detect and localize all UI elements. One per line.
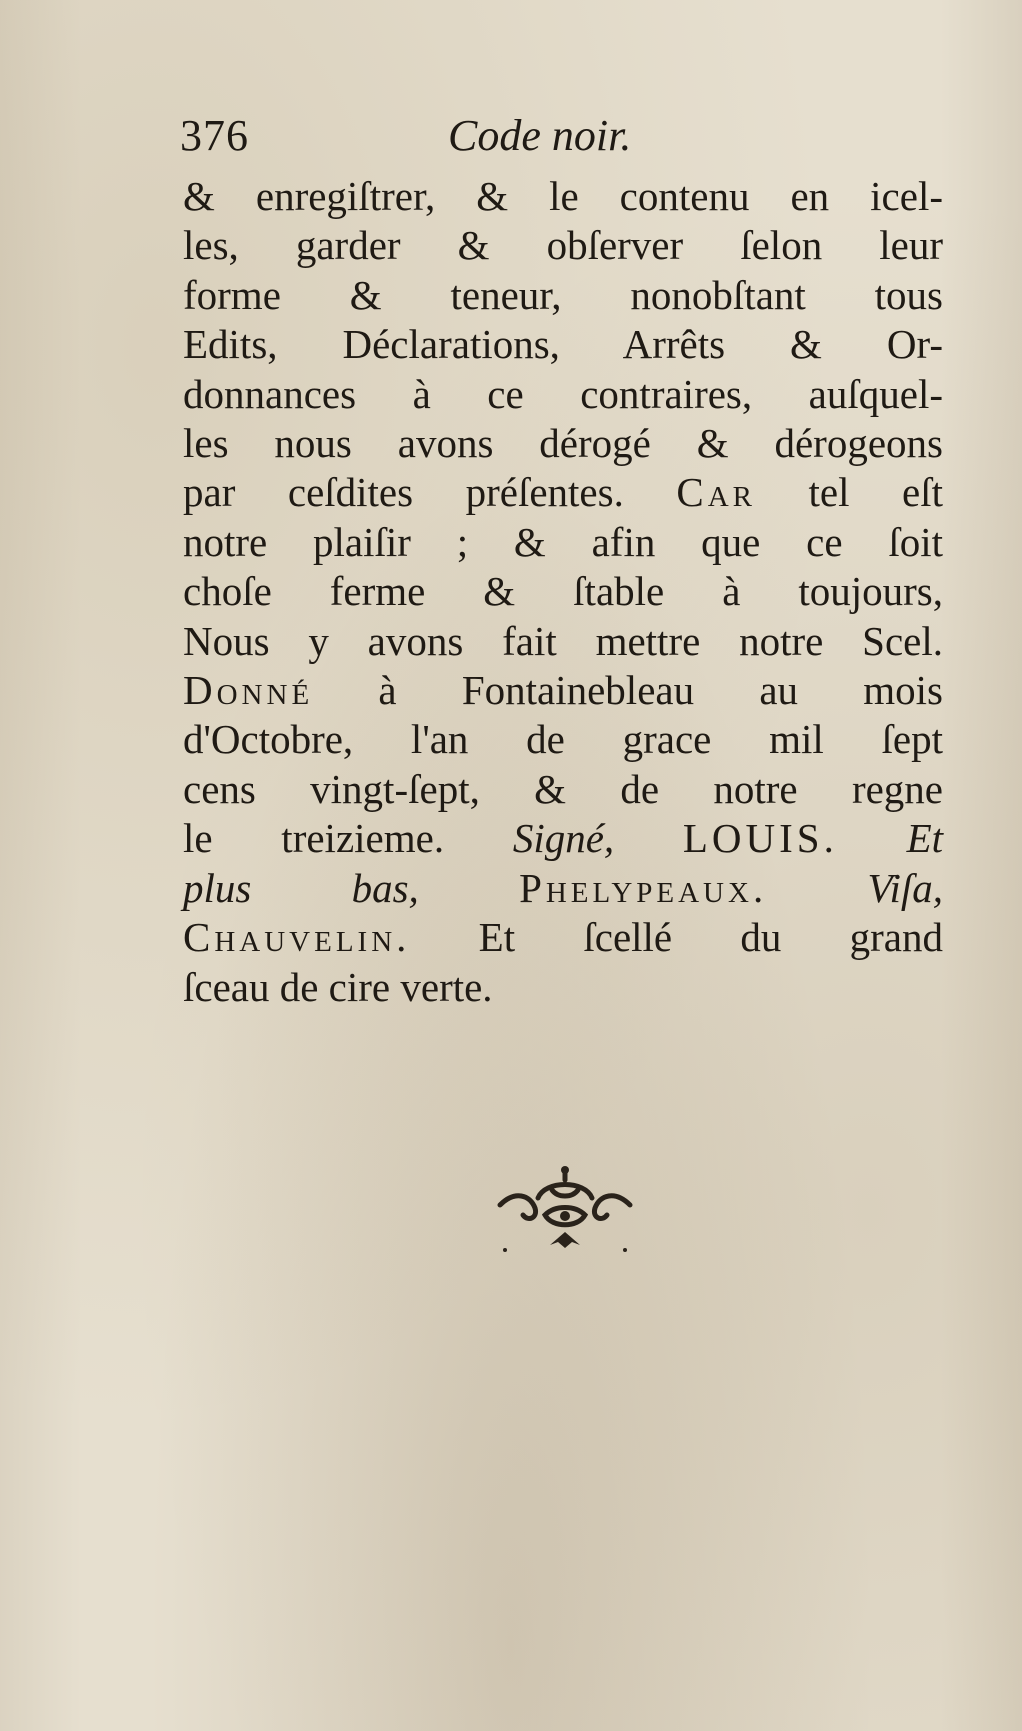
page-header bbox=[180, 110, 940, 170]
text-line: d'Octobre, l'an de grace mil ſept bbox=[183, 716, 943, 763]
signatory-phelypeaux: Phelypeaux. bbox=[519, 864, 768, 911]
text-fragment: par ceſdites préſentes. bbox=[183, 469, 624, 516]
page-number: 376 bbox=[180, 111, 249, 160]
text-line bbox=[183, 468, 943, 517]
text-line: les nous avons dérogé & dérogeons bbox=[183, 420, 943, 467]
text-line: ſceau de cire verte. bbox=[183, 963, 493, 1010]
body-text bbox=[183, 172, 943, 1012]
et-italic: Et bbox=[906, 815, 944, 862]
running-title: Code noir. bbox=[448, 111, 632, 160]
text-fragment: tel eſt bbox=[808, 469, 943, 516]
car-smallcaps: Car bbox=[676, 469, 756, 516]
text-line: les, garder & obſerver ſelon leur bbox=[183, 222, 943, 269]
text-fragment: à Fontainebleau au mois bbox=[378, 667, 943, 714]
text-line bbox=[183, 864, 943, 913]
text-line: & enregiſtrer, & le contenu en icel- bbox=[183, 173, 943, 219]
text-line: Edits, Déclarations, Arrêts & Or- bbox=[183, 321, 943, 368]
text-line bbox=[183, 913, 943, 962]
text-line: forme & teneur, nonobſtant tous bbox=[183, 271, 943, 318]
text-fragment: Et ſcellé du grand bbox=[478, 914, 943, 961]
text-line bbox=[183, 814, 943, 863]
text-line: Nous y avons fait mettre notre Scel. bbox=[183, 617, 943, 664]
signatory-chauvelin: Chauvelin. bbox=[183, 914, 411, 961]
fleuron-ornament-icon bbox=[490, 1160, 640, 1260]
text-line bbox=[183, 666, 943, 715]
text-line: cens vingt-ſept, & de notre regne bbox=[183, 765, 943, 812]
donne-smallcaps: Donné bbox=[183, 667, 314, 714]
text-line: notre plaiſir ; & afin que ce ſoit bbox=[183, 518, 943, 565]
visa-italic: Viſa, bbox=[867, 864, 943, 911]
signatory-louis: LOUIS. bbox=[682, 815, 838, 862]
text-line: donnances à ce contraires, auſquel- bbox=[183, 370, 943, 417]
text-fragment: le treizieme. bbox=[183, 815, 445, 862]
fleuron-ornament-icon bbox=[490, 1160, 640, 1260]
plus-bas-italic: plus bas, bbox=[183, 864, 419, 911]
signe-italic: Signé, bbox=[512, 815, 615, 862]
text-line: choſe ferme & ſtable à toujours, bbox=[183, 568, 943, 615]
